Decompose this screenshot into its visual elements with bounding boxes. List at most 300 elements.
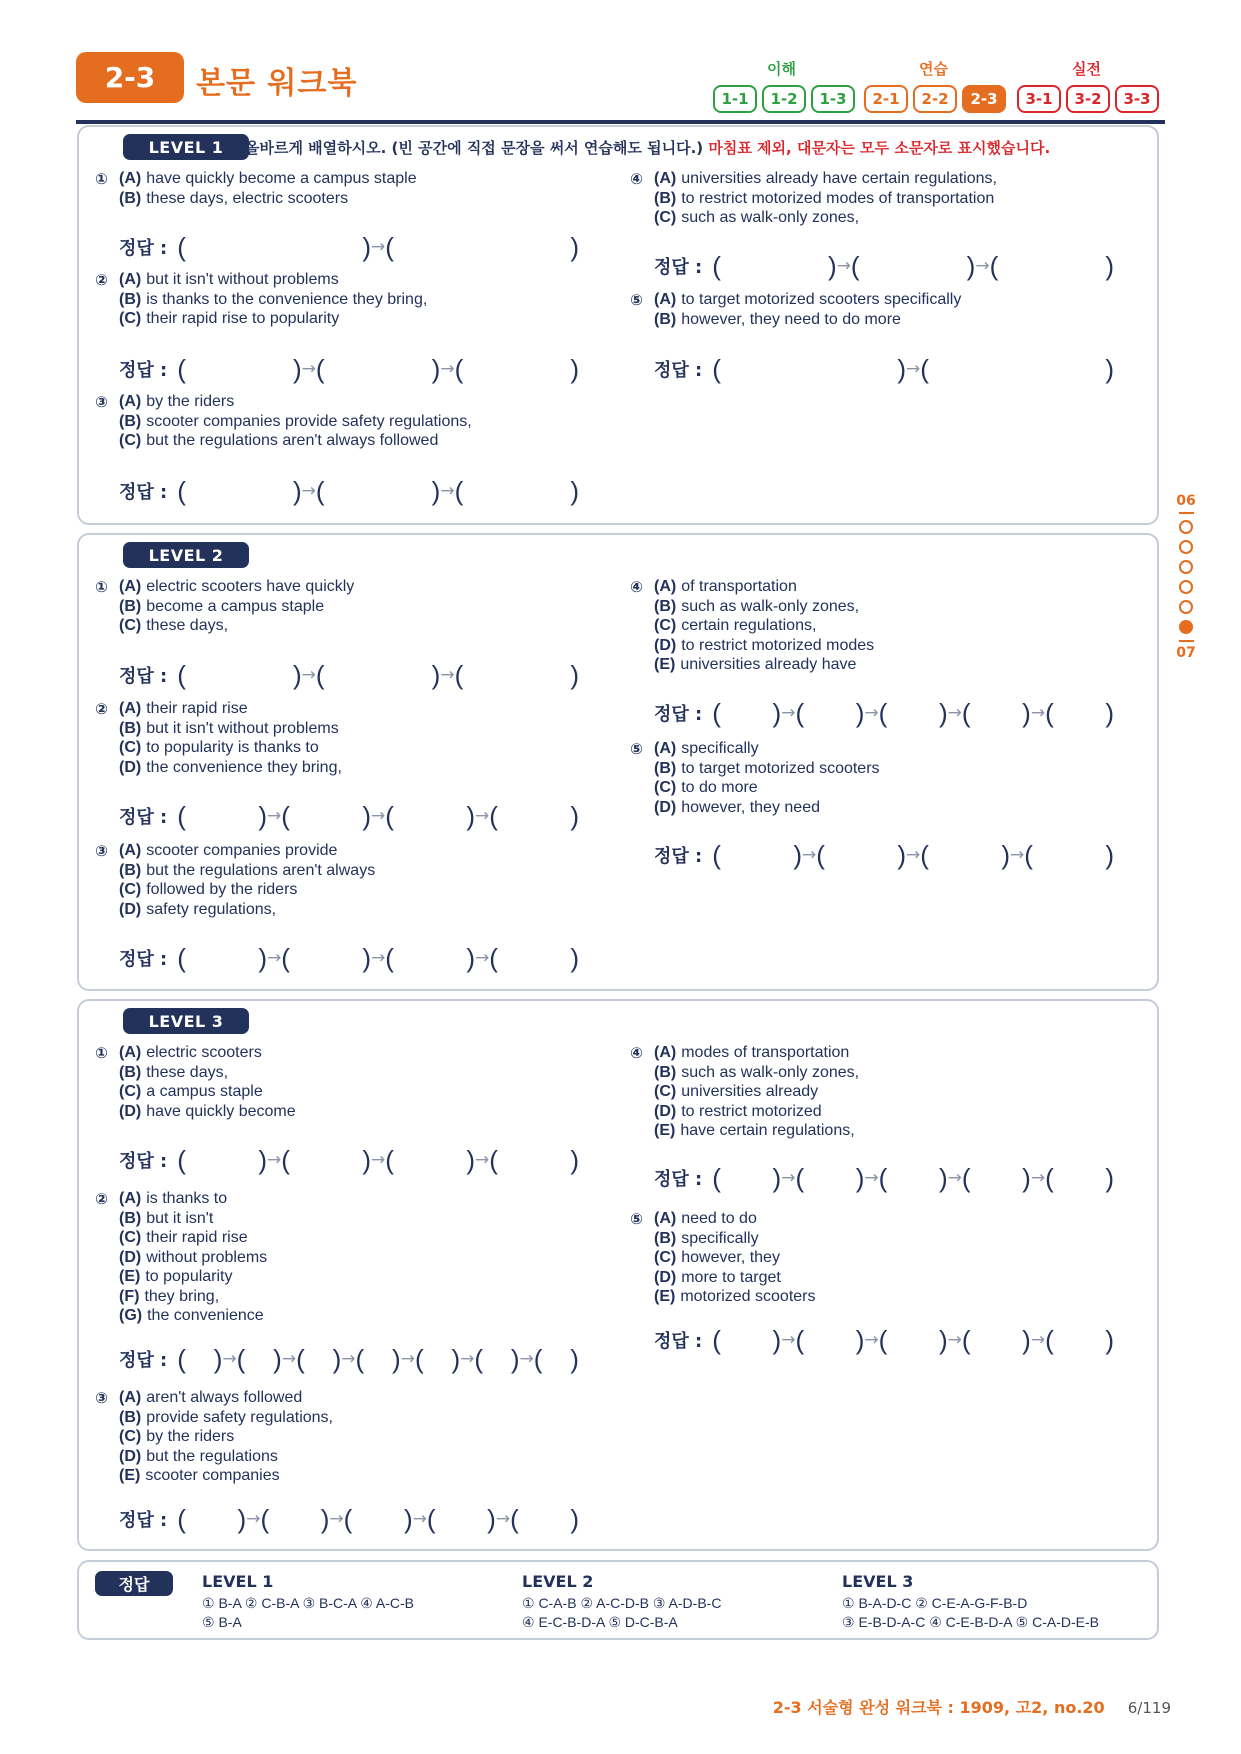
answer-blank-close: ) xyxy=(570,475,580,506)
answer-blank-open: ( xyxy=(281,1144,290,1175)
level-tag: LEVEL 3 xyxy=(123,1008,249,1034)
option-text: to popularity is thanks to xyxy=(146,739,319,756)
option-text: is thanks to the convenience they bring, xyxy=(146,290,428,308)
option-text: however, they need xyxy=(681,798,820,816)
answer-label: 정답 : xyxy=(654,257,703,278)
answer-label: 정답 : xyxy=(654,846,703,867)
answer-blank-open: ( xyxy=(878,697,888,728)
progress-dot[interactable] xyxy=(1179,620,1193,634)
question-number: ④ xyxy=(630,1043,643,1062)
step-2-2[interactable]: 2-2 xyxy=(913,85,957,113)
arrow-icon: → xyxy=(440,359,455,379)
option-item xyxy=(119,169,417,189)
option-letter: (C) xyxy=(654,617,677,634)
question-number: ③ xyxy=(95,392,108,411)
arrow-icon: → xyxy=(1010,845,1025,865)
option-letter: (B) xyxy=(119,290,142,308)
arrow-icon: → xyxy=(267,948,282,968)
arrow-icon: → xyxy=(301,481,316,501)
option-item xyxy=(119,290,427,310)
step-group-label: 이해 xyxy=(767,60,796,78)
option-item xyxy=(119,189,417,209)
answer-blank-close: ) xyxy=(570,1343,579,1374)
option-text: to restrict motorized xyxy=(681,1102,822,1120)
option-text: universities already have xyxy=(680,656,857,673)
arrow-icon: → xyxy=(864,1168,879,1188)
answer-blank-open: ( xyxy=(281,942,290,973)
answer-label: 정답 : xyxy=(119,360,168,381)
option-letter: (D) xyxy=(119,758,142,776)
arrow-icon: → xyxy=(301,359,316,379)
option-letter: (B) xyxy=(119,861,142,879)
option-text: have quickly become a campus staple xyxy=(146,170,417,187)
option-text: the convenience they bring, xyxy=(146,758,342,776)
arrow-icon: → xyxy=(864,1330,879,1350)
question-number: ② xyxy=(95,1189,108,1208)
step-2-1[interactable]: 2-1 xyxy=(864,85,908,113)
progress-dot[interactable] xyxy=(1179,600,1193,614)
option-item xyxy=(654,1121,859,1141)
option-letter: (D) xyxy=(119,1248,142,1266)
option-text: need to do xyxy=(681,1210,757,1227)
step-group-label: 실전 xyxy=(1072,60,1101,78)
answer-row[interactable] xyxy=(119,1342,579,1376)
answer-blank-open: ( xyxy=(385,231,394,262)
step-1-2[interactable]: 1-2 xyxy=(762,85,806,113)
level-tag: LEVEL 1 xyxy=(123,134,249,160)
answer-blank-close: ) xyxy=(966,250,976,281)
option-item xyxy=(119,738,342,758)
side-nav-divider xyxy=(1179,512,1194,514)
option-text: to target motorized scooters specifically xyxy=(681,291,962,308)
option-item xyxy=(119,1466,333,1486)
option-letter: (D) xyxy=(119,900,142,918)
answer-blank-open: ( xyxy=(489,942,498,973)
arrow-icon: → xyxy=(475,806,490,826)
answer-key-level: LEVEL 3 xyxy=(842,1572,914,1591)
answer-blank-close: ) xyxy=(772,1162,782,1193)
option-text: a campus staple xyxy=(146,1083,263,1100)
question-number: ⑤ xyxy=(630,290,643,309)
answer-blank-close: ) xyxy=(466,800,475,831)
option-text: specifically xyxy=(681,1229,759,1247)
option-text: followed by the riders xyxy=(146,881,298,898)
answer-blank-close: ) xyxy=(466,942,475,973)
answer-key-line: ⑤ B-A xyxy=(202,1614,242,1630)
arrow-icon: → xyxy=(371,237,386,257)
option-text: electric scooters xyxy=(146,1044,262,1061)
option-text: become a campus staple xyxy=(146,597,325,615)
answer-blank-close: ) xyxy=(213,1343,223,1374)
answer-blank-open: ( xyxy=(177,659,186,690)
option-text: electric scooters have quickly xyxy=(146,578,355,595)
option-item xyxy=(119,1228,267,1248)
answer-blank-open: ( xyxy=(989,250,999,281)
option-letter: (A) xyxy=(654,170,677,187)
answer-label: 정답 : xyxy=(654,704,703,725)
progress-dot[interactable] xyxy=(1179,520,1193,534)
option-text: provide safety regulations, xyxy=(146,1408,333,1426)
answer-blank-open: ( xyxy=(177,353,186,384)
answer-blank-open: ( xyxy=(385,1144,394,1175)
answer-blank-close: ) xyxy=(332,1343,342,1374)
arrow-icon: → xyxy=(460,1349,475,1369)
option-item xyxy=(654,1043,859,1063)
answer-blank-open: ( xyxy=(177,1343,186,1374)
answer-blank-open: ( xyxy=(712,1162,721,1193)
answer-blank-close: ) xyxy=(828,250,837,281)
arrow-icon: → xyxy=(329,1509,344,1529)
answer-key-tag: 정답 xyxy=(95,1571,173,1596)
option-item xyxy=(119,1388,333,1408)
option-item xyxy=(654,169,997,189)
answer-blank-open: ( xyxy=(454,659,464,690)
answer-row[interactable] xyxy=(119,1502,579,1536)
answer-blank-close: ) xyxy=(362,1144,371,1175)
option-letter: (A) xyxy=(654,1210,677,1227)
arrow-icon: → xyxy=(947,1330,962,1350)
option-item xyxy=(654,759,880,779)
answer-key-level: LEVEL 2 xyxy=(522,1572,594,1591)
option-letter: (B) xyxy=(119,719,142,737)
answer-row[interactable] xyxy=(119,474,579,508)
option-text: have quickly become xyxy=(146,1102,296,1120)
option-letter: (B) xyxy=(654,1063,677,1081)
option-letter: (B) xyxy=(119,412,142,430)
progress-dot[interactable] xyxy=(1179,560,1193,574)
option-item xyxy=(654,636,874,656)
option-letter: (A) xyxy=(119,271,142,288)
option-item xyxy=(119,1063,296,1083)
progress-dot[interactable] xyxy=(1179,540,1193,554)
answer-blank-close: ) xyxy=(320,1503,330,1534)
answer-blank-close: ) xyxy=(431,659,441,690)
option-item xyxy=(654,655,874,675)
answer-blank-open: ( xyxy=(385,942,394,973)
instruction-main: 올바르게 배열하시오. (빈 공간에 직접 문장을 써서 연습해도 됩니다.) xyxy=(245,139,704,157)
option-letter: (A) xyxy=(654,291,677,308)
option-text: but the regulations xyxy=(146,1447,278,1465)
option-item xyxy=(654,1209,816,1229)
answer-key-line: ① C-A-B ② A-C-D-B ③ A-D-B-C xyxy=(522,1595,722,1611)
answer-blank-close: ) xyxy=(293,475,302,506)
question-number: ① xyxy=(95,577,108,596)
answer-blank-close: ) xyxy=(258,1144,267,1175)
option-letter: (B) xyxy=(119,1408,142,1426)
option-letter: (A) xyxy=(119,700,142,717)
step-1-1[interactable]: 1-1 xyxy=(713,85,757,113)
option-item xyxy=(119,1209,267,1229)
option-text: however, they need to do more xyxy=(681,310,901,328)
answer-blank-close: ) xyxy=(1022,1324,1031,1355)
answer-row[interactable] xyxy=(119,230,579,264)
option-letter: (C) xyxy=(119,1428,142,1445)
option-text: by the riders xyxy=(146,393,235,410)
answer-label: 정답 : xyxy=(119,238,168,259)
option-letter: (C) xyxy=(654,779,677,796)
option-item xyxy=(119,900,375,920)
option-letter: (A) xyxy=(119,1389,142,1406)
option-item xyxy=(119,1427,333,1447)
answer-row[interactable] xyxy=(119,941,579,975)
answer-blank-open: ( xyxy=(510,1503,519,1534)
option-item xyxy=(119,1408,333,1428)
option-item xyxy=(119,880,375,900)
option-item xyxy=(654,1102,859,1122)
option-text: such as walk-only zones, xyxy=(681,597,860,615)
answer-label: 정답 : xyxy=(119,1350,168,1371)
option-text: these days, electric scooters xyxy=(146,189,349,207)
option-letter: (D) xyxy=(119,1447,142,1465)
answer-blank-open: ( xyxy=(355,1343,365,1374)
answer-blank-close: ) xyxy=(1105,250,1115,281)
answer-blank-open: ( xyxy=(795,1324,805,1355)
answer-blank-open: ( xyxy=(961,1324,971,1355)
answer-blank-close: ) xyxy=(1105,1162,1115,1193)
option-item xyxy=(119,1447,333,1467)
option-letter: (C) xyxy=(119,1229,142,1246)
answer-blank-open: ( xyxy=(712,1324,721,1355)
answer-row[interactable] xyxy=(654,1161,1114,1195)
option-letter: (C) xyxy=(119,432,142,449)
option-text: such as walk-only zones, xyxy=(681,1063,860,1081)
option-text: without problems xyxy=(146,1248,268,1266)
answer-blank-close: ) xyxy=(1022,697,1031,728)
answer-blank-open: ( xyxy=(177,475,186,506)
arrow-icon: → xyxy=(975,256,990,276)
arrow-icon: → xyxy=(947,1168,962,1188)
option-text: but the regulations aren't always followed xyxy=(146,432,439,449)
answer-blank-close: ) xyxy=(570,800,579,831)
answer-blank-close: ) xyxy=(362,800,371,831)
option-text: their rapid rise xyxy=(146,1229,248,1246)
answer-row[interactable] xyxy=(654,838,1114,872)
answer-blank-open: ( xyxy=(454,475,464,506)
answer-blank-open: ( xyxy=(489,800,498,831)
answer-blank-close: ) xyxy=(938,1324,948,1355)
arrow-icon: → xyxy=(301,665,316,685)
step-group-label: 연습 xyxy=(919,60,948,78)
option-item xyxy=(119,597,354,617)
answer-blank-open: ( xyxy=(454,353,464,384)
option-letter: (D) xyxy=(654,1102,677,1120)
answer-key-column xyxy=(842,1572,1099,1632)
answer-blank-close: ) xyxy=(855,1324,865,1355)
arrow-icon: → xyxy=(1030,703,1046,723)
answer-key-panel xyxy=(77,1560,1159,1640)
answer-blank-close: ) xyxy=(897,839,906,870)
option-item xyxy=(654,1229,816,1249)
answer-row[interactable] xyxy=(119,658,579,692)
side-nav-divider xyxy=(1179,640,1194,642)
option-item xyxy=(119,577,354,597)
option-text: the convenience xyxy=(147,1307,264,1324)
arrow-icon: → xyxy=(267,806,282,826)
option-letter: (E) xyxy=(654,1122,676,1139)
answer-blank-close: ) xyxy=(1022,1162,1031,1193)
option-letter: (B) xyxy=(654,310,677,328)
answer-blank-open: ( xyxy=(281,800,290,831)
answer-label: 정답 : xyxy=(119,1510,168,1531)
option-letter: (B) xyxy=(654,597,677,615)
answer-blank-close: ) xyxy=(293,659,302,690)
option-letter: (C) xyxy=(119,881,142,898)
answer-blank-open: ( xyxy=(795,1162,805,1193)
option-item xyxy=(654,739,880,759)
header-divider xyxy=(76,120,1165,124)
option-text: by the riders xyxy=(146,1428,235,1445)
arrow-icon: → xyxy=(400,1349,415,1369)
step-3-1[interactable]: 3-1 xyxy=(1017,85,1061,113)
option-text: specifically xyxy=(681,740,759,757)
answer-blank-open: ( xyxy=(315,353,325,384)
option-item xyxy=(119,1248,267,1268)
option-item xyxy=(119,1082,296,1102)
option-letter: (F) xyxy=(119,1287,140,1305)
answer-blank-close: ) xyxy=(293,353,302,384)
step-3-2[interactable]: 3-2 xyxy=(1066,85,1110,113)
option-letter: (E) xyxy=(119,1467,141,1484)
arrow-icon: → xyxy=(906,359,921,379)
instruction xyxy=(245,137,1050,158)
option-text: these days, xyxy=(146,617,229,634)
answer-row[interactable] xyxy=(654,352,1114,386)
answer-blank-close: ) xyxy=(362,942,371,973)
arrow-icon: → xyxy=(371,806,386,826)
answer-blank-close: ) xyxy=(466,1144,475,1175)
arrow-icon: → xyxy=(781,1330,796,1350)
answer-blank-open: ( xyxy=(474,1343,484,1374)
option-text: such as walk-only zones, xyxy=(681,209,860,226)
answer-row[interactable] xyxy=(119,799,579,833)
answer-blank-close: ) xyxy=(487,1503,496,1534)
step-2-3[interactable]: 2-3 xyxy=(962,85,1006,113)
step-1-3[interactable]: 1-3 xyxy=(811,85,855,113)
arrow-icon: → xyxy=(802,845,817,865)
answer-blank-close: ) xyxy=(938,697,948,728)
answer-blank-open: ( xyxy=(712,353,721,384)
answer-key-level: LEVEL 1 xyxy=(202,1572,274,1591)
answer-blank-close: ) xyxy=(772,1324,782,1355)
answer-blank-close: ) xyxy=(855,1162,865,1193)
answer-key-line: ③ E-B-D-A-C ④ C-E-B-D-A ⑤ C-A-D-E-B xyxy=(842,1614,1099,1630)
option-item xyxy=(119,1102,296,1122)
arrow-icon: → xyxy=(519,1349,534,1369)
option-letter: (E) xyxy=(654,656,676,673)
option-item xyxy=(654,310,961,330)
option-letter: (D) xyxy=(654,798,677,816)
answer-label: 정답 : xyxy=(119,482,168,503)
answer-blank-open: ( xyxy=(177,1144,186,1175)
answer-row[interactable] xyxy=(654,249,1114,283)
answer-key-column xyxy=(202,1572,414,1632)
option-text: but it isn't xyxy=(146,1209,214,1227)
page-footer xyxy=(773,1695,1171,1718)
answer-blank-close: ) xyxy=(570,659,580,690)
answer-label: 정답 : xyxy=(654,1331,703,1352)
option-letter: (A) xyxy=(119,170,142,187)
option-letter: (A) xyxy=(119,1044,142,1061)
answer-blank-open: ( xyxy=(533,1343,543,1374)
step-3-3[interactable]: 3-3 xyxy=(1115,85,1159,113)
option-text: modes of transportation xyxy=(681,1044,850,1061)
answer-blank-close: ) xyxy=(1105,1324,1115,1355)
answer-row[interactable] xyxy=(654,1323,1114,1357)
option-item xyxy=(654,1248,816,1268)
option-letter: (C) xyxy=(654,1249,677,1266)
option-item xyxy=(654,208,997,228)
option-letter: (A) xyxy=(654,1044,677,1061)
answer-blank-close: ) xyxy=(570,353,580,384)
answer-row[interactable] xyxy=(119,1143,579,1177)
option-letter: (A) xyxy=(119,1190,142,1207)
option-item xyxy=(654,577,874,597)
option-text: of transportation xyxy=(681,578,797,595)
answer-blank-close: ) xyxy=(570,942,579,973)
question-number: ④ xyxy=(630,577,643,596)
option-item xyxy=(119,1287,267,1307)
answer-blank-close: ) xyxy=(237,1503,247,1534)
answer-blank-open: ( xyxy=(414,1343,424,1374)
question-number: ② xyxy=(95,699,108,718)
option-letter: (C) xyxy=(654,209,677,226)
arrow-icon: → xyxy=(781,703,796,723)
answer-blank-open: ( xyxy=(712,250,721,281)
option-item xyxy=(119,309,427,329)
arrow-icon: → xyxy=(1030,1168,1046,1188)
option-text: more to target xyxy=(681,1268,781,1286)
answer-blank-open: ( xyxy=(315,659,325,690)
page-number: 6/119 xyxy=(1127,1699,1171,1717)
answer-blank-open: ( xyxy=(920,353,929,384)
option-item xyxy=(119,270,427,290)
answer-blank-close: ) xyxy=(570,1503,580,1534)
answer-blank-close: ) xyxy=(362,231,371,262)
arrow-icon: → xyxy=(781,1168,796,1188)
level-tag: LEVEL 2 xyxy=(123,542,249,568)
arrow-icon: → xyxy=(440,665,455,685)
answer-blank-open: ( xyxy=(296,1343,305,1374)
footer-title: 2-3 서술형 완성 워크북 : 1909, 고2, no.20 xyxy=(772,1698,1105,1717)
option-letter: (A) xyxy=(654,578,677,595)
option-item xyxy=(119,392,472,412)
option-letter: (C) xyxy=(654,1083,677,1100)
option-letter: (A) xyxy=(119,842,142,859)
answer-blank-close: ) xyxy=(273,1343,282,1374)
option-text: to restrict motorized modes xyxy=(681,636,875,654)
progress-dot[interactable] xyxy=(1179,580,1193,594)
question-number: ③ xyxy=(95,1388,108,1407)
answer-blank-close: ) xyxy=(855,697,865,728)
option-text: however, they xyxy=(681,1249,780,1266)
option-letter: (A) xyxy=(119,393,142,410)
answer-row[interactable] xyxy=(654,696,1114,730)
side-nav-top-number: 06 xyxy=(1176,493,1196,509)
answer-blank-open: ( xyxy=(878,1162,888,1193)
answer-label: 정답 : xyxy=(119,807,168,828)
option-item xyxy=(654,189,997,209)
question-number: ① xyxy=(95,169,108,188)
option-text: to target motorized scooters xyxy=(681,759,880,777)
option-letter: (C) xyxy=(119,310,142,327)
option-item xyxy=(654,290,961,310)
answer-row[interactable] xyxy=(119,352,579,386)
option-text: certain regulations, xyxy=(681,617,817,634)
answer-blank-open: ( xyxy=(177,800,186,831)
option-item xyxy=(119,616,354,636)
option-letter: (E) xyxy=(119,1268,141,1285)
arrow-icon: → xyxy=(371,1150,386,1170)
